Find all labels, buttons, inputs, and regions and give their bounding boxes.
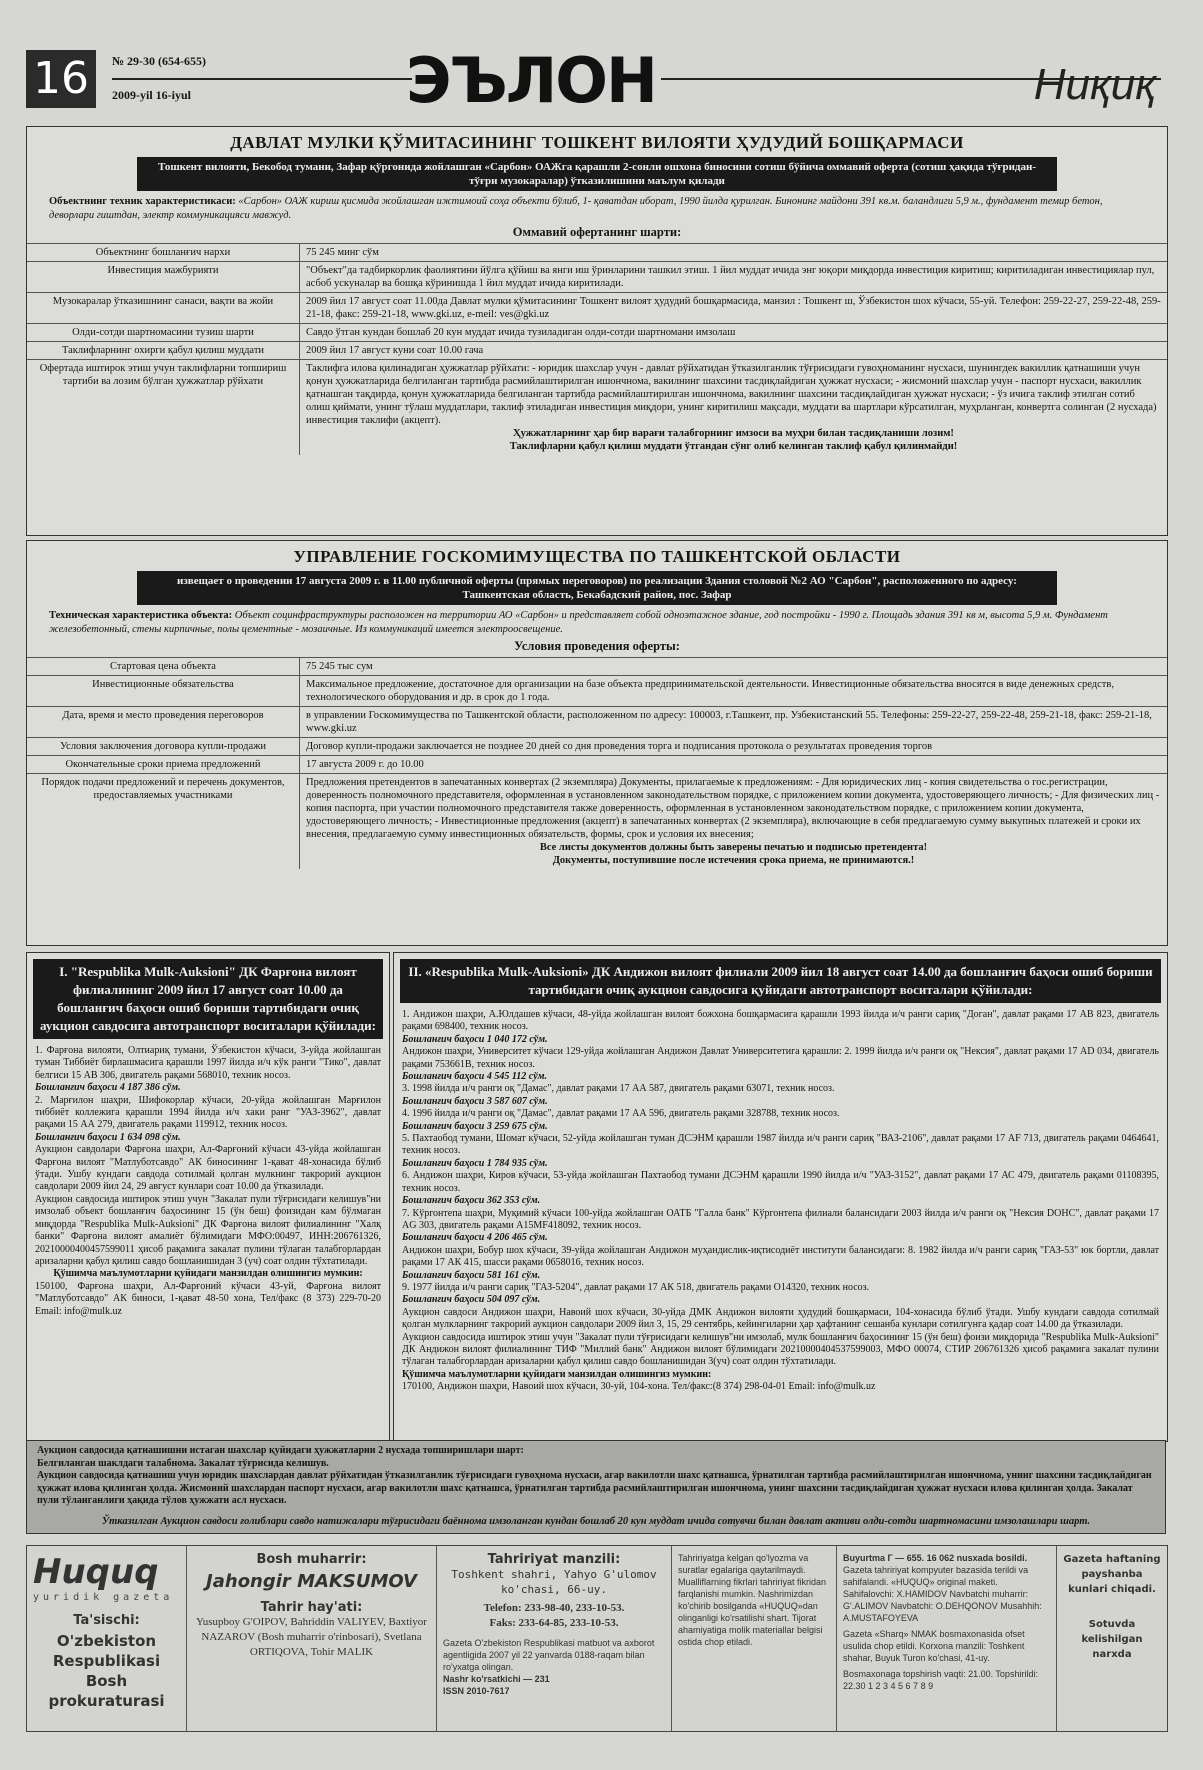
retail-price: Sotuvda kelishilgan narxda [1081,1619,1143,1660]
row-value: 75 245 тыс сум [300,658,1168,676]
address: Toshkent shahri, Yahyo G'ulomov ko'chasi, 66-uy. [451,1568,657,1596]
auction-deposit: Аукцион савдосида иштирок этиш учун "Закалат пули тўғрисидаги келишув"ни имзолаб, мулк бошланғич баҳосининг 15 (ўн беш) фоизи миқдорида "Respublika Mulk-Auksioni" ДК Андижон вилоят филиалининг ТИФ "Миллий банк" Андижон вилоят бўлимидаги 20210000404537599003, МФО 00074, СТИР 206761326 ҳисоб рақамига закалат пулини тўлаган талабгорлардан аризаларни қабул қилиш савдо бошланишидан 3(уч) соат олдин тўхтатилади. [402,1331,1159,1368]
imprint-logo-col [27,1546,187,1731]
lot-item: Андижон шаҳри, Университет кўчаси 129-уйда жойлашган Андижон Давлат Университетига қарашли: 2. 1999 йилда и/ч ранги оқ "Нексия", давлат рақами 17 АD 034, двигатель рақами 753661В, техник носоз. [402,1046,1159,1070]
table-row [27,324,1167,342]
lot-item: 9. 1977 йилда и/ч ранги сариқ "ГАЗ-5204", давлат рақами 17 АК 518, двигатель рақами О14320, техник носоз. [402,1281,870,1293]
row-key: Объектнинг бошланғич нархи [27,244,300,262]
imprint-schedule-col [1057,1546,1167,1731]
row-value: Договор купли-продажи заключается не позднее 20 дней со дня проведения торга и подписания протокола о результатах проведения торгов [300,738,1168,756]
lot-item: 4. 1996 йилда и/ч ранги оқ "Дамас", давлат рақами 17 АА 596, двигатель рақами 328788, техник носоз. [402,1108,840,1120]
uz-tech-text: «Сарбон» ОАЖ кириш қисмида жойлашган ижтимоий соҳа объекти бўлиб, 1- қаватдан иборат, 1990 йилда қурилган. Бинонинг майдони 391 кв.м. баландлиги 5,9 м., фундамент темир бетон, деворлари гиштдан, электр коммуникацияси мавжуд. [49,196,1103,221]
row-key: Порядок подачи предложений и перечень документов, предоставляемых участниками [27,774,300,870]
auction-venue: Аукцион савдоси Андижон шаҳри, Навоий шох кўчаси, 30-уйда ДМК Андижон вилояти ҳудудий бошқармаси, 104-хонасида бўлиб ўтади. Ушбу кундаги савдода сотилмай қолган мулкларнинг такрорий аукцион савдолари 2009 йил 3, 15, 29 сентябрь, кейингиларни ҳар ҳафтанинг сешанба кунлари сотилгунга қадар соат 14.00 да ўтказилади. [402,1306,1159,1331]
auction-andijan [393,952,1168,1442]
row-value-text: Таклифга илова қилинадиган ҳужжатлар рўйхати: - юридик шахслар учун - давлат рўйхатидан ўтказилганлик тўғрисидаги гувоҳноманинг нусхаси, шунингдек вакиллик қатнашиши учун қонун ҳужжатларида белгиланган тартибда расмийлаштирилган ишончнома, вакилнинг шахсини тасдиқлайдиган ҳужжат нусхаси; - жисмоний шахслар учун - паспорт нусхаси, вакиллик қатнашган тақдирда, қонун ҳужжатларида белгиланган тартибда расмийлаштирилган ишончнома, вакилнинг шахсини тасдиқлайдиган ҳужжат нусхаси; - ўз ичига таклиф этилган сотиб олиш қиймати, унинг тўлаш муддатлари, таклиф этиладиган инвестиция миқдори, унинг киритилиш мақсади, муддати ва шартлари кўрсатилган, муҳрланган, конвертга солинган (2 нусхада) инвестиция таклифи (акцепт). [306,363,1157,426]
section-brand: ЭЪЛОН [406,44,656,117]
row-key: Олди-сотди шартномасини тузиш шарти [27,324,300,342]
uz-tech [27,191,1167,223]
row-value: в управлении Госкомимущества по Ташкентской области, расположенном по адресу: 100003, г.Ташкент, пр. Узбекистанский 55. Телефоны: 259-22-27, 259-22-48, 259-21-18, факс: 259-21-18, www.gki.uz [300,707,1168,738]
row-value [300,360,1168,456]
lot-price: Бошланғич баҳоси 4 545 112 сўм. [402,1071,548,1083]
phone: Telefon: 233-98-40, 233-10-53. [483,1602,625,1614]
imprint-address-col [437,1546,672,1731]
table-row [27,738,1167,756]
auction-fergana [26,952,390,1442]
ru-conditions-title: Условия проведения оферты: [514,639,680,653]
imprint-editors-col [187,1546,437,1731]
index: Nashr ko'rsatkichi — 231 [443,1674,550,1684]
imprint-disclaimer-col [672,1546,837,1731]
ru-announcement [26,540,1168,946]
issue-number: № 29-30 (654-655) [112,54,207,68]
row-value: Максимальное предложение, достаточное для организации на базе объекта предпринимательской деятельности. Инвестиционные обязательства вносятся в виде денежных средств, технологического оборудования и др. в срок до 1 года. [300,676,1168,707]
founder: O'zbekiston Respublikasi Bosh prokuraturasi [48,1632,165,1710]
lot-price: Бошланғич баҳоси 1 784 935 сўм. [402,1157,548,1169]
table-row [27,262,1167,293]
auction-fergana-body [27,1045,389,1318]
row-key: Музокаралар ўтказишнинг санаси, вақти ва жойи [27,293,300,324]
table-row [27,293,1167,324]
table-row [27,774,1167,870]
ru-tech [27,605,1167,637]
issn: ISSN 2010-7617 [443,1686,510,1696]
table-row [27,244,1167,262]
table-row [27,342,1167,360]
logo-subtitle: yuridik gazeta [33,1592,174,1603]
lot-item: 6. Андижон шаҳри, Киров кўчаси, 53-уйда жойлашган Пахтаобод тумани ДСЭНМ қарашли 1990 йилда и/ч "УАЗ-3152", давлат рақами 17 АС 479, двигатель рақами 01108395, техник носоз. [402,1170,1159,1194]
lot-item: 7. Кўргонтепа шаҳри, Муқимий кўчаси 100-уйда жойлашган ОАТБ "Галла банк" Кўргонтепа филиали балансидаги 2003 йилда и/ч ранги оқ "Нексия DOHC", давлат рақами 17 AG 303, двигатель рақами A15MF418092, техник носоз. [402,1207,1159,1231]
huquq-logo: Huquq [33,1552,159,1592]
row-value: Савдо ўтган кундан бошлаб 20 кун муддат ичида тузиладиган олди-сотди шартномани имзолаш [300,324,1168,342]
editor-label: Bosh muharrir: [256,1552,367,1567]
uz-note-1: Ҳужжатларнинг ҳар бир варағи талабгорнинг имзоси ва муҳри билан тасдиқланиши лозим! [513,428,954,439]
table-row [27,756,1167,774]
table-row [27,658,1167,676]
print-time: Bosmaxonaga topshirish vaqti: 21.00. Topshirildi: 22.30 1 2 3 4 5 6 7 8 9 [843,1669,1038,1691]
requirements-line: Белгиланган шаклдаги талабнома. Закалат тўғрисида келишув. [37,1457,329,1469]
ru-tech-label: Техническая характеристика объекта: [49,610,233,621]
publication-schedule: Gazeta haftaning payshanba kunlari chiqadi. [1063,1554,1161,1595]
row-key: Условия заключения договора купли-продажи [27,738,300,756]
row-value: 2009 йил 17 август соат 11.00да Давлат мулки қўмитасининг Тошкент вилоят ҳудудий бошқармасида, манзил : Тошкент ш, Ўзбекистон шох кўчаси, 55-уй. Телефон: 259-22-27, 259-22-48, 259-21-18, факс: 259-21-18, www.gki.uz, e-meil: ves@gki.uz [300,293,1168,324]
lot-item: 3. 1998 йилда и/ч ранги оқ "Дамас", давлат рақами 17 АА 587, двигатель рақами 63071, техник носоз. [402,1083,835,1095]
row-key: Инвестиция мажбурияти [27,262,300,293]
table-row [27,360,1167,456]
row-value-text: Предложения претендентов в запечатанных конвертах (2 экземпляра) Документы, прилагаемые к предложениям: - Для юридических лиц - копия свидетельства о гос.регистрации, доверенность полномочного представителя, оформленная в установленном законодательством порядке, с приложением копии документа, удостоверяющего личность; - Для физических лиц - копия паспорта, при участии полномочного представителя также доверенность, оформленная в установленном законодательством порядке, с приложением копии документа, удостоверяющего личность; - Инвестиционные предложения (акцепт) в запечатанных конвертах (2 экземпляра), включающие в себя предлагаемую сумму выкупных платежей и сроки их внесения, предлагаемую сумму инвестиционных обязательств, формы, срок и условия их внесения; [306,777,1160,840]
masthead [26,44,1166,117]
auction-deposit: Аукцион савдосида иштирок этиш учун "Закалат пули тўғрисидаги келишув"ни имзолаб объект бошланғич баҳосининг 15 (ўн беш) фоизидан кам бўлмаган миқдорда "Respublika Mulk-Auksioni" ДК Фарғона вилоят филиалининг "Халқ банки" Фарғона вилоят амалиёт бўлимидаги МФО:00497, ИНН:206761326, 20210000400457599011 ҳисоб рақамига закалат пулини тўлаган талабгорлардан аризаларни қабул қилиш савдо бошланишидан 3 (уч) соат олдин тўхтатилади. [35,1193,381,1267]
row-key: Стартовая цена объекта [27,658,300,676]
registration: Gazeta O'zbekiston Respublikasi matbuot va axborot agentligida 2007 yil 22 yanvarda 0188-raqam bilan ro'yxatga olingan. [443,1638,655,1672]
table-row [27,707,1167,738]
newspaper-logo: Ниқиқ [1033,60,1156,109]
uz-banner: Тошкент вилояти, Бекобод тумани, Зафар қўргонида жойлашган «Сарбон» ОАЖга қарашли 2-сонли ошхона биносини сотиш бўйича оммавий оферта (сотиш ҳақида тўғридан-тўғри музокаралар) ўтказилишини маълум қилади [137,157,1057,191]
lot-price: Бошланғич баҳоси 1 040 172 сўм. [402,1033,548,1045]
uz-tech-label: Объектнинг техник характеристикаси: [49,196,236,207]
lot-price: Бошланғич баҳоси 581 161 сўм. [402,1269,541,1281]
lot-price: Бошланғич баҳоси 504 097 сўм. [402,1294,541,1306]
ru-conditions-table [27,657,1167,869]
row-value: "Объект"да тадбиркорлик фаолиятини йўлга қўйиш ва янги иш ўринларини ташкил этиш. 1 йил муддат ичида энг юқори миқдорда инвестиция киритиш; киритиладиган инвестициялар пул, асбоб ускуналар ва бошқа кўринишда 1 йил муддат ичида киритилади. [300,262,1168,293]
requirements-line: Аукцион савдосида қатнашишни истаган шахслар қуйидаги ҳужжатларни 2 нусхада топширишлари шарт: [37,1445,524,1456]
ru-note-2: Документы, поступившие после истечения срока приема, не принимаются.! [552,855,915,866]
lot-price: Бошланғич баҳоси 3 587 607 сўм. [402,1095,548,1107]
auction-contact: 170100, Андижон шаҳри, Навоий шох кўчаси, 30-уй, 104-хона. Тел/факс:(8 374) 298-04-01 Email: info@mulk.uz [402,1381,876,1393]
masthead-rule [112,78,412,80]
uz-announcement [26,126,1168,536]
row-key: Окончательные сроки приема предложений [27,756,300,774]
lot-price: Бошланғич баҳоси 4 206 465 сўм. [402,1232,548,1244]
info-title: Қўшимча маълумотларни қуйидаги манзилдан олишингиз мумкин: [53,1268,363,1280]
info-title: Қўшимча маълумотларни қуйидаги манзилдан олишингиз мумкин: [402,1368,712,1380]
editor-name: Jahongir MAKSUMOV [206,1571,417,1592]
printing-house: Gazeta «Sharq» NMAK bosmaxonasida ofset usulida chop etildi. Korxona manzili: Toshkent shahar, Buyuk Turon ko'chasi, 41-uy. [843,1629,1025,1663]
auction-contact: 150100, Фарғона шаҳри, Ал-Фарғоний кўчаси 43-уй, Фарғона вилоят "Матлуботсавдо" АК биноси, 1-қават 48-50 хона, Тел/факс (8 373) 229-70-20 Email: info@mulk.uz [35,1280,381,1317]
ru-banner: извещает о проведении 17 августа 2009 г. в 11.00 публичной оферты (прямых переговоров) по реализации Здания столовой №2 АО "Сарбон", расположенного по адресу: Ташкентская область, Бекабадский район, пос. Зафар [137,571,1057,605]
table-row [27,676,1167,707]
lot-item: 5. Пахтаобод тумани, Шомат кўчаси, 52-уйда жойлашган туман ДСЭНМ қарашли 1987 йилда и/ч ранги сариқ "ВАЗ-2106", давлат рақами 17 AF 713, двигатель рақами 0464641, техник носоз. [402,1133,1160,1157]
requirements-line: Аукцион савдосида қатнашиш учун юридик шахслардан давлат рўйхатидан ўтказилганлик тўғрисидаги гувоҳнома нусхаси, агар вакилотли шахс қатнашса, ўрнатилган тартибда расмийлаштирилган ишончнома, унинг шахсини тасдиқлайдиган ҳужжат илова қилинган ҳолда. Жисмоний шахслардан паспорт нусхаси, агар вакилотли шахс қатнашса, ўрнатилган тартибда расмийлаштирилган ишончнома, унинг шахсини тасдиқлайдиган ҳужжат нусхаси илова қилинган ҳолда. Закалат пули тўланганлиги ҳақида тўлов ҳужжати асл нусхаси. [37,1470,1152,1507]
row-value [300,774,1168,870]
imprint [26,1545,1168,1732]
imprint-print-col [837,1546,1057,1731]
address-label: Tahririyat manzili: [487,1552,621,1567]
row-key: Офертада иштирок этиш учун таклифларни топшириш тартиби ва лозим бўлган ҳужжатлар рўйхати [27,360,300,456]
row-key: Таклифларнинг охирги қабул қилиш муддати [27,342,300,360]
lot-item: Андижон шаҳри, Бобур шох кўчаси, 39-уйда жойлашган Андижон муҳандислик-иқтисодиёт институти балансидаги: 8. 1982 йилда и/ч ранги сариқ "ГАЗ-53" юк бортли, давлат рақами 17 АК 415, шасси рақами 0658016, техник носоз. [402,1244,1159,1269]
row-value: 17 августа 2009 г. до 10.00 [300,756,1168,774]
fax: Faks: 233-64-85, 233-10-53. [489,1617,619,1629]
board-label: Tahrir hay'ati: [260,1600,363,1615]
row-value: 2009 йил 17 август куни соат 10.00 гача [300,342,1168,360]
uz-title: ДАВЛАТ МУЛКИ ҚЎМИТАСИНИНГ ТОШКЕНТ ВИЛОЯТИ ҲУДУДИЙ БОШҚАРМАСИ [230,133,964,152]
auction-andijan-heading: II. «Respublika Mulk-Auksioni» ДК Андижон вилоят филиали 2009 йил 18 август соат 14.00 да бошланғич баҳоси ошиб бориши тартибидаги очиқ аукцион савдосига қуйидаги автотранспорт воситалари қўйилади: [400,959,1161,1003]
lot-item: 1. Фарғона вилояти, Олтиариқ тумани, Ўзбекистон кўчаси, 3-уйда жойлашган туман Тиббиёт бирлашмасига қарашли 1997 йилда и/ч кўк ранги "Тико", давлат белгиси 15 АВ 306, двигатель рақами 568010, техник носоз. [35,1045,381,1081]
ru-title: УПРАВЛЕНИЕ ГОСКОМИМУЩЕСТВА ПО ТАШКЕНТСКОЙ ОБЛАСТИ [293,547,901,566]
page-number: 16 [26,50,96,108]
lot-item: 1. Андижон шаҳри, А.Юлдашев кўчаси, 48-уйда жойлашган вилоят божхона бошқармасига қарашли 1993 йилда и/ч ранги сариқ "Доган", давлат рақами 17 АВ 823, двигатель рақами 698400, техник носоз. [402,1009,1159,1033]
lot-item: 2. Марғилон шаҳри, Шифокорлар кўчаси, 20-уйда жойлашган Марғилон тиббиёт коллежига қарашли 1994 йилда и/ч хаки ранг "УАЗ-3962", давлат рақами 15 АА 279, двигатель рақами 119912, техник носоз. [35,1094,381,1131]
uz-conditions-title: Оммавий офертанинг шарти: [512,225,682,239]
staff: Gazeta tahririyat kompyuter bazasida terildi va sahifalandi. «HUQUQ» original maketi. Sahifalovchi: X.HAMIDOV Navbatchi muharrir: G'.ALIMOV Navbatchi: O.DEHQONOV Musahhih: A.MUSTAFOYEVA [843,1565,1042,1623]
disclaimer: Tahririyatga kelgan qo'lyozma va suratlar egalariga qaytarilmaydi. Mualliflarning fikrlari tahririyat fikridan farqlanishi mumkin. Nashrimizdan ko'chirib bosilganda «HUQUQ»dan olinganligi ko'rsatilishi shart. Tijorat ahamiyatiga molik materiallar belgisi ostida chop etiladi. [678,1553,827,1647]
auction-fergana-heading: I. "Respublika Mulk-Auksioni" ДК Фарғона вилоят филиалининг 2009 йил 17 август соат 10.00 да бошланғич баҳоси ошиб бориши тартибидаги очиқ аукцион савдосига автотранспорт воситалари қўйилади: [33,959,383,1039]
lot-price: Бошланғич баҳоси 4 187 386 сўм. [35,1082,181,1094]
ru-note-1: Все листы документов должны быть заверены печатью и подписью претендента! [539,842,928,853]
auction-closing-note: Ўтказилган Аукцион савдоси ғолиблари савдо натижалари тўғрисидаги баённома имзоланган кундан бошлаб 20 кун муддат ичида сотувчи билан давлат активи олди-сотди шартномасини имзолашлари шарт. [101,1516,1091,1527]
lot-price: Бошланғич баҳоси 362 353 сўм. [402,1195,541,1207]
lot-price: Бошланғич баҳоси 3 259 675 сўм. [402,1120,548,1132]
ru-tech-text: Объект социнфраструктуры расположен на территории АО «Сарбон» и представляет собой одноэтажное здание, год постройки - 1990 г. Площадь здания 391 кв м, высота 5,9 м. Фундамент железобетонный, стены кирпичные, полы цементные - мозаичные. Из коммуникаций имеется электроосвещение. [49,610,1108,635]
auction-venue: Аукцион савдолари Фарғона шаҳри, Ал-Фарғоний кўчаси 43-уйда жойлашган Фарғона вилоят "Матлуботсавдо" АК биносининг 1-қават 48-хонасида бўлиб ўтади. Ушбу кундаги савдода сотилмай қолган мулкнинг такрорий аукцион савдолари 2009 йил 24, 29 август кунлари соат 10.00 да ўтказилади. [35,1144,381,1193]
row-key: Дата, время и место проведения переговоров [27,707,300,738]
order-number: Buyurtma Г — 655. 16 062 nusxada bosildi. [843,1553,1028,1563]
row-value: 75 245 минг сўм [300,244,1168,262]
lot-price: Бошланғич баҳоси 1 634 098 сўм. [35,1131,181,1143]
row-key: Инвестиционные обязательства [27,676,300,707]
uz-conditions-table [27,243,1167,455]
uz-note-2: Таклифларни қабул қилиш муддати ўтгандан сўнг олиб келинган таклиф қабул қилинмайди! [509,441,958,452]
auction-andijan-body [394,1009,1167,1394]
issue-date: 2009-yil 16-iyul [112,88,192,102]
founder-label: Ta'sischi: [73,1613,140,1628]
board-members: Yusupboy G'OIPOV, Bahriddin VALIYEV, Baxtiyor NAZAROV (Bosh muharrir o'rinbosari), Svetlana ORTIQOVA, Tohir MALIK [196,1616,427,1658]
